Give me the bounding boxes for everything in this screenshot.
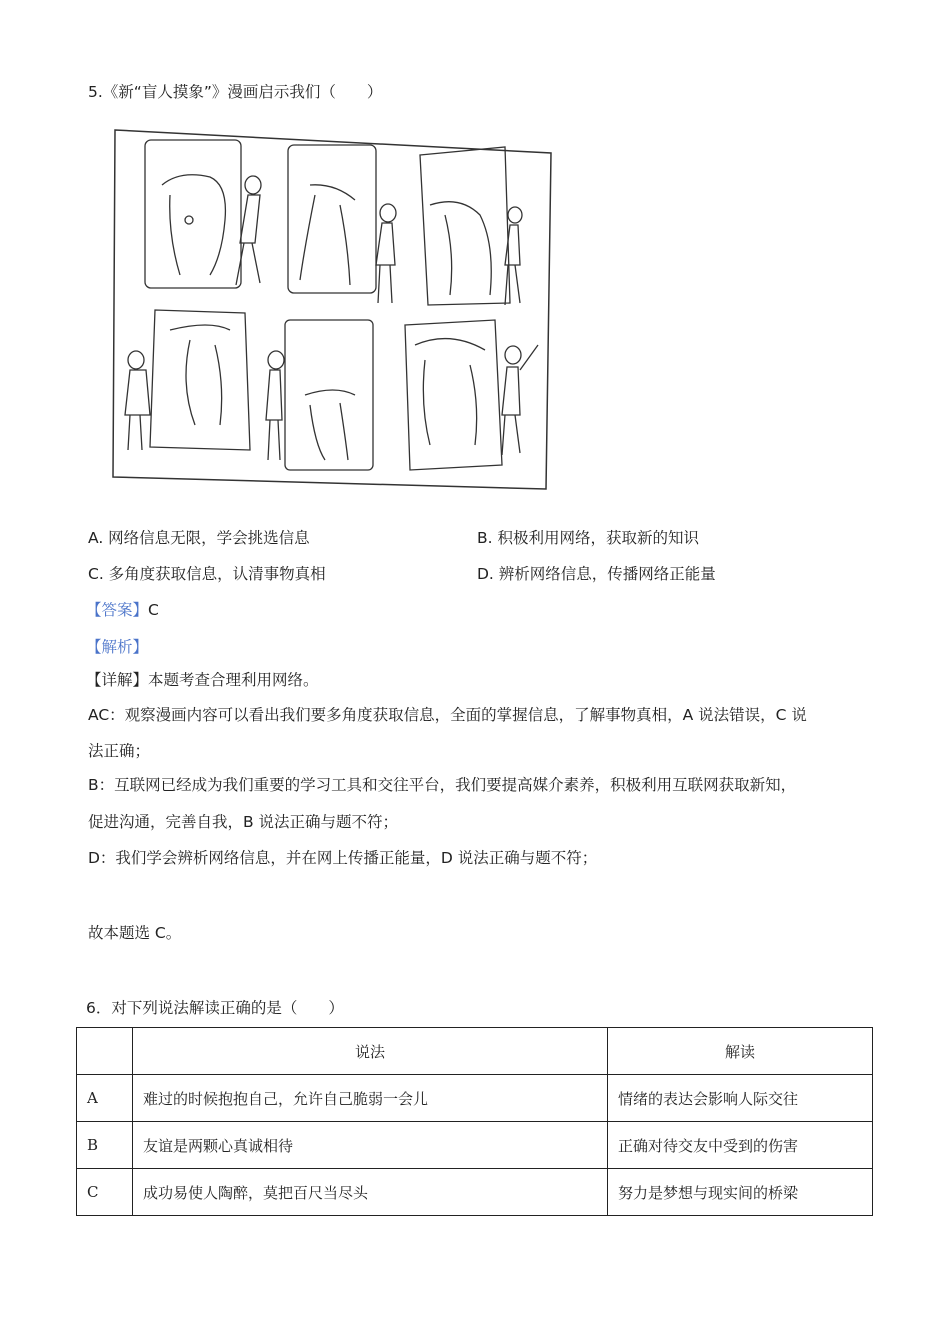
answer-label: 【答案】 bbox=[86, 601, 149, 619]
explanation-line: D：我们学会辨析网络信息，并在网上传播正能量，D 说法正确与题不符； bbox=[88, 849, 598, 867]
phone-panel-3 bbox=[420, 147, 522, 305]
header-cell: 解读 bbox=[608, 1028, 873, 1075]
phone-panel-4 bbox=[125, 310, 250, 450]
option-b: B. 积极利用网络，获取新的知识 bbox=[477, 529, 699, 547]
table-row bbox=[77, 1075, 873, 1122]
explanation-line: B：互联网已经成为我们重要的学习工具和交往平台，我们要提高媒介素养，积极利用互联网获取新知， bbox=[88, 776, 797, 794]
statement-cell: 成功易使人陶醉，莫把百尺当尽头 bbox=[133, 1169, 608, 1216]
phone-panel-5 bbox=[266, 320, 373, 470]
row-label: A bbox=[77, 1075, 133, 1122]
question-5-title: 5.《新“盲人摸象”》漫画启示我们（ ） bbox=[88, 83, 383, 101]
analysis-label: 【解析】 bbox=[86, 638, 149, 656]
interpretation-cell: 努力是梦想与现实间的桥梁 bbox=[608, 1169, 873, 1216]
option-a: A. 网络信息无限，学会挑选信息 bbox=[88, 529, 310, 547]
detail-line: 【详解】本题考查合理利用网络。 bbox=[86, 671, 319, 689]
interpretation-cell: 情绪的表达会影响人际交往 bbox=[608, 1075, 873, 1122]
header-cell: 说法 bbox=[133, 1028, 608, 1075]
interpretation-cell: 正确对待交友中受到的伤害 bbox=[608, 1122, 873, 1169]
statement-cell: 友谊是两颗心真诚相待 bbox=[133, 1122, 608, 1169]
phone-panel-2 bbox=[288, 145, 396, 303]
question-6-title: 6．对下列说法解读正确的是（ ） bbox=[86, 999, 344, 1017]
explanation-line: 促进沟通，完善自我，B 说法正确与题不符； bbox=[88, 813, 399, 831]
table-row bbox=[77, 1122, 873, 1169]
interpretation-table bbox=[76, 1027, 873, 1216]
explanation-line: AC：观察漫画内容可以看出我们要多角度获取信息，全面的掌握信息，了解事物真相，A 说法错误，C 说 bbox=[88, 706, 807, 724]
phone-panel-1 bbox=[145, 140, 261, 288]
answer-line bbox=[86, 598, 159, 620]
header-cell bbox=[77, 1028, 133, 1075]
explanation-line: 法正确； bbox=[88, 742, 151, 760]
conclusion-line: 故本题选 C。 bbox=[88, 924, 182, 942]
phone-panel-6 bbox=[405, 320, 538, 470]
blind-men-elephant-cartoon bbox=[110, 125, 555, 493]
option-c: C. 多角度获取信息，认清事物真相 bbox=[88, 565, 326, 583]
statement-cell: 难过的时候抱抱自己，允许自己脆弱一会儿 bbox=[133, 1075, 608, 1122]
answer-value: C bbox=[148, 601, 159, 619]
table-header-row bbox=[77, 1028, 873, 1075]
row-label: C bbox=[77, 1169, 133, 1216]
row-label: B bbox=[77, 1122, 133, 1169]
option-d: D. 辨析网络信息，传播网络正能量 bbox=[477, 565, 716, 583]
table-row bbox=[77, 1169, 873, 1216]
